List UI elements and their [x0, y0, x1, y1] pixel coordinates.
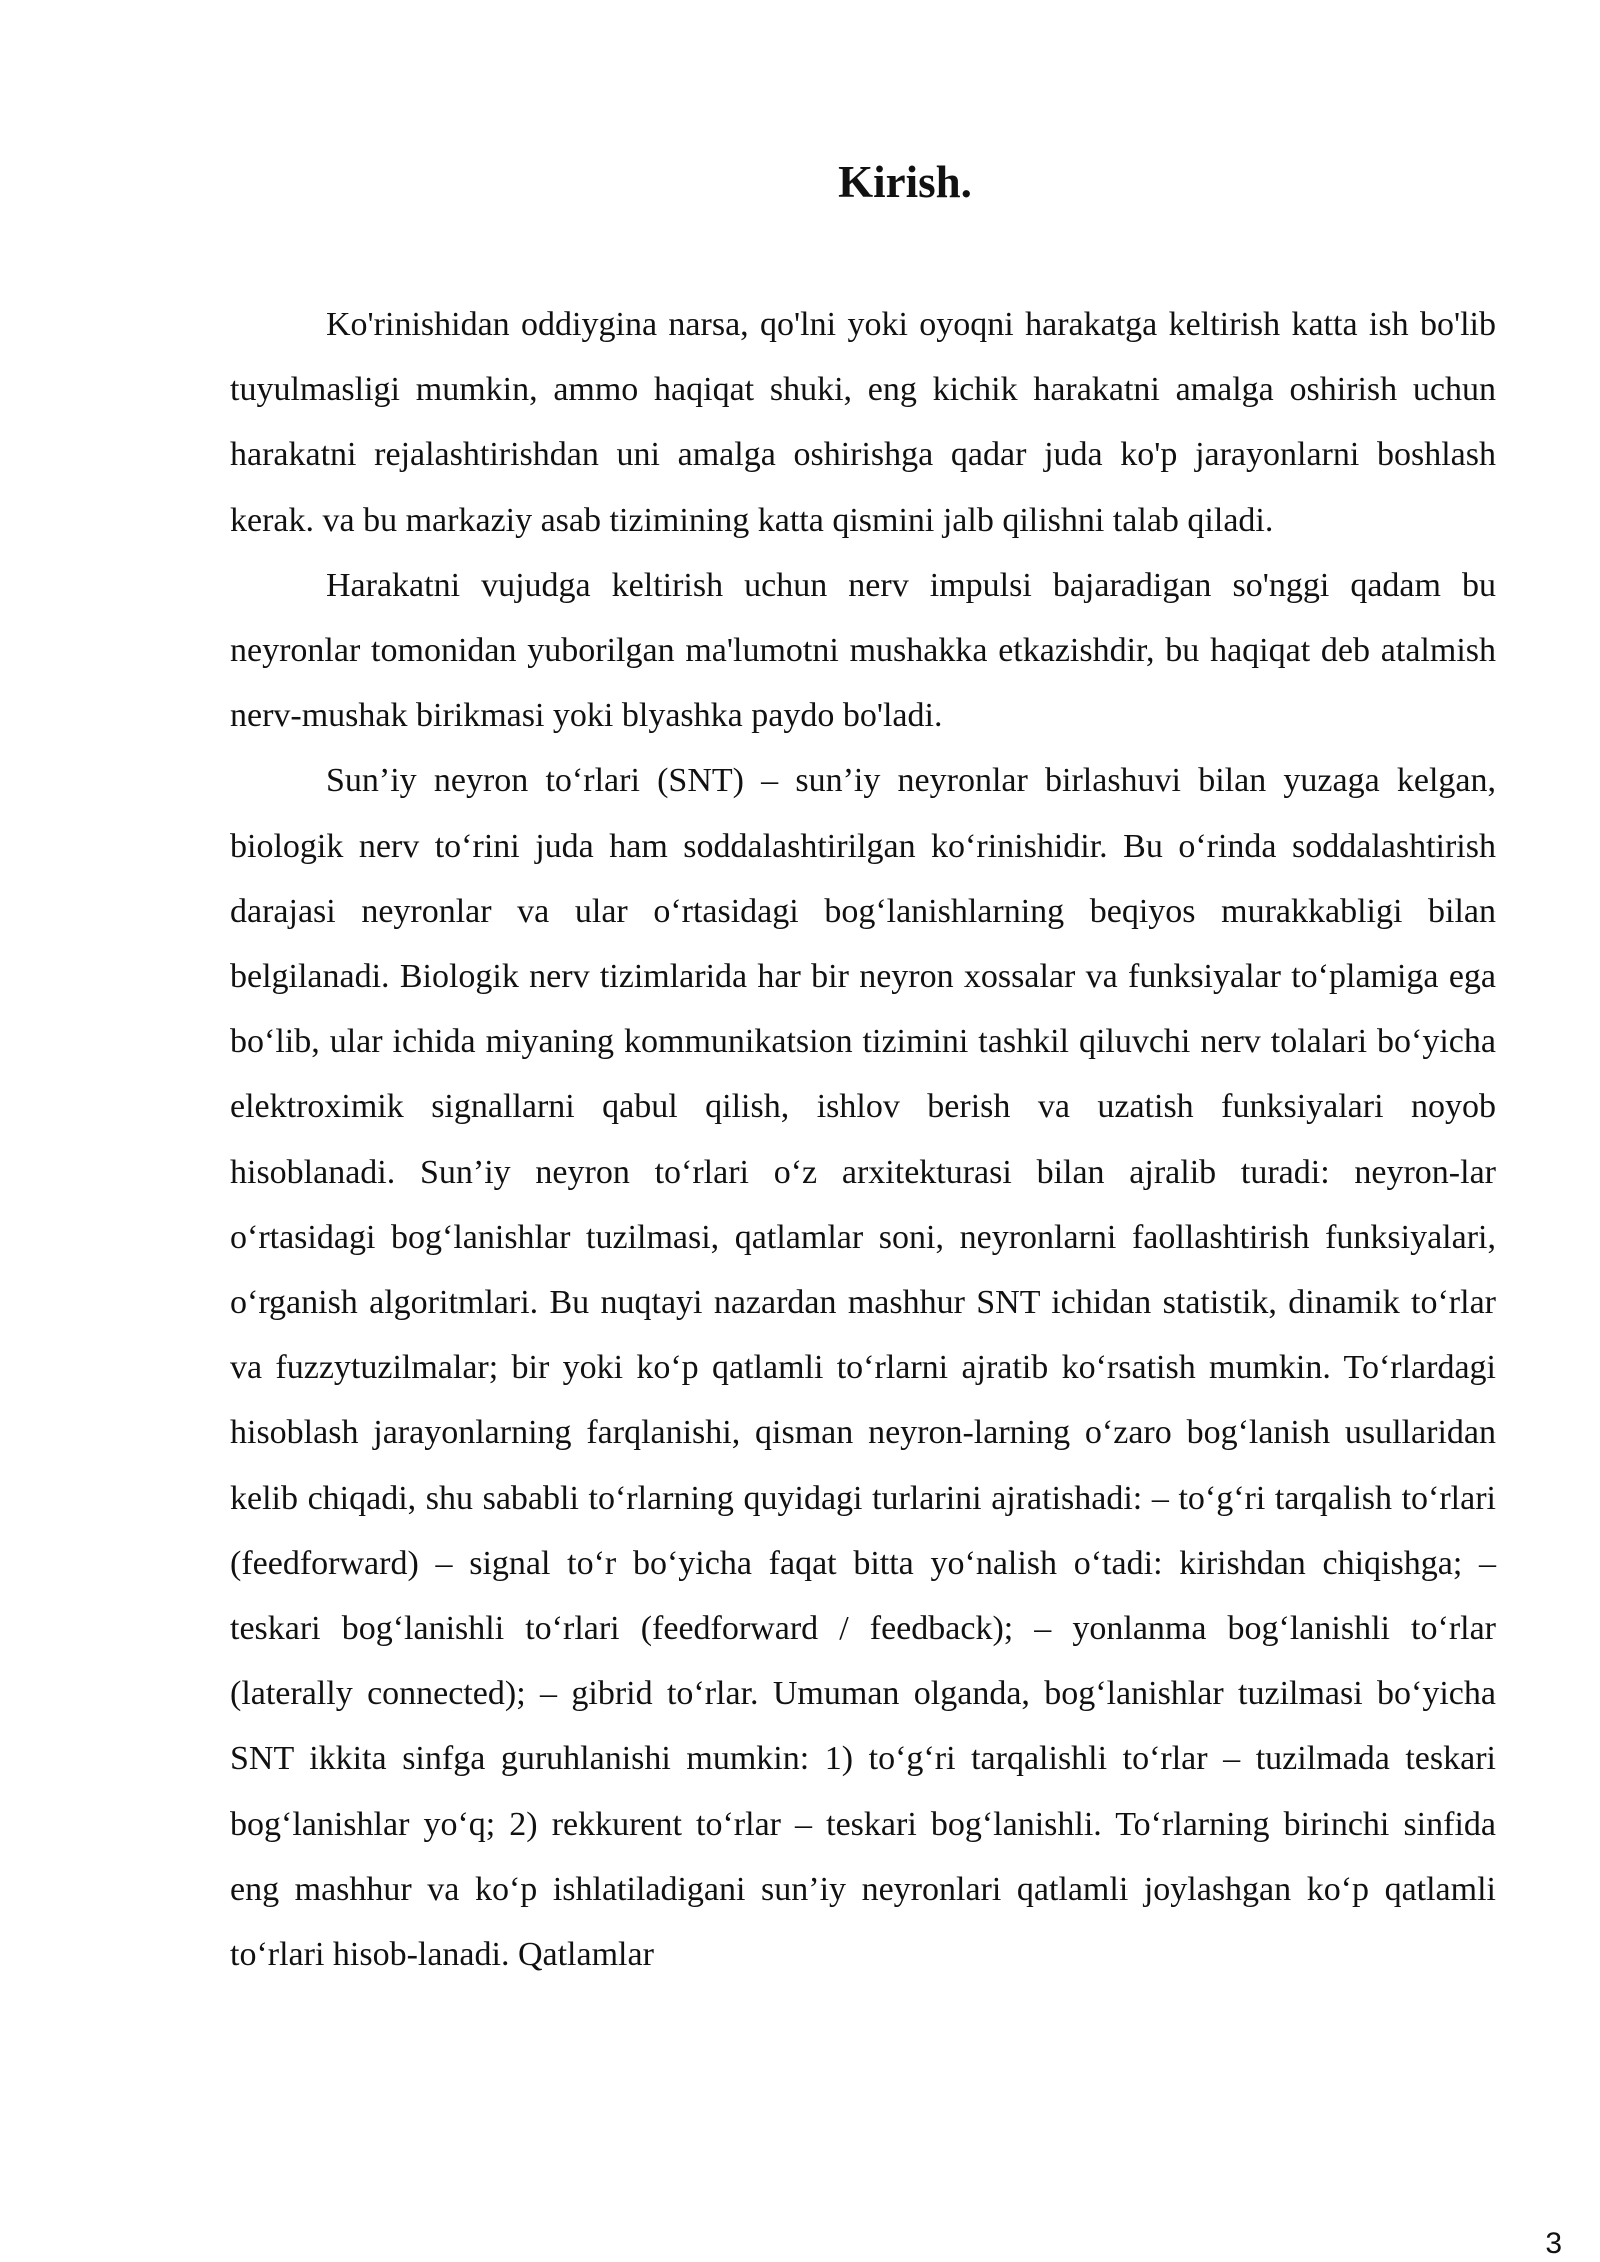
paragraph-2: Harakatni vujudga keltirish uchun nerv impulsi bajaradigan so'nggi qadam bu neyronlar tomonidan yuborilgan ma'lumotni mushakka etkazishdir, bu haqiqat deb atalmish nerv-mushak birikmasi yoki blyashka paydo bo'ladi. [230, 566, 1496, 735]
page-number: 3 [1545, 2227, 1562, 2260]
paragraph-3: Sun’iy neyron to‘rlari (SNT) – sun’iy neyronlar birlashuvi bilan yuzaga kelgan, biologik nerv to‘rini juda ham soddalashtirilgan ko‘rinishidir. Bu o‘rinda soddalashtirish darajasi neyronlar va ular o‘rtasidagi bog‘lanishlarning beqiyos murakkabligi bilan belgilanadi. Biologik nerv tizimlarida har bir neyron xossalar va funksiyalar to‘plamiga ega bo‘lib, ular ichida miyaning kommunikatsion tizimini tashkil qiluvchi nerv tolalari bo‘yicha elektroximik signallarni qabul qilish, ishlov berish va uzatish funksiyalari noyob hisoblanadi. Sun’iy neyron to‘rlari o‘z arxitekturasi bilan ajralib turadi: neyron-lar o‘rtasidagi bog‘lanishlar tuzilmasi, qatlamlar soni, neyronlarni faollashtirish funksiyalari, o‘rganish algoritmlari. Bu nuqtayi nazardan mashhur SNT ichidan statistik, dinamik to‘rlar va fuzzytuzilmalar; bir yoki ko‘p qatlamli to‘rlarni ajratib ko‘rsatish mumkin. To‘rlardagi hisoblash jarayonlarning farqlanishi, qisman neyron-larning o‘zaro bog‘lanish usullaridan kelib chiqadi, shu sababli to‘rlarning quyidagi turlarini ajratishadi: – to‘g‘ri tarqalish to‘rlari (feedforward) – signal to‘r bo‘yicha faqat bitta yo‘nalish o‘tadi: kirishdan chiqishga; – teskari bog‘lanishli to‘rlari (feedforward / feedback); – yonlanma bog‘lanishli to‘rlar (laterally connected); – gibrid to‘rlar. Umuman olganda, bog‘lanishlar tuzilmasi bo‘yicha SNT ikkita sinfga guruhlanishi mumkin: 1) to‘g‘ri tarqalishli to‘rlar – tuzilmada teskari bog‘lanishlar yo‘q; 2) rekkurent to‘rlar – teskari bog‘lanishli. To‘rlarning birinchi sinfida eng mashhur va ko‘p ishlatiladigani sun’iy neyronlari qatlamli joylashgan ko‘p qatlamli to‘rlari hisob-lanadi. Qatlamlar [230, 762, 1496, 1974]
document-body [230, 292, 1496, 1987]
paragraph-1: Ko'rinishidan oddiygina narsa, qo'lni yoki oyoqni harakatga keltirish katta ish bo'lib tuyulmasligi mumkin, ammo haqiqat shuki, eng kichik harakatni amalga oshirish uchun harakatni rejalashtirishdan uni amalga oshirishga qadar juda ko'p jarayonlarni boshlash kerak. va bu markaziy asab tizimining katta qismini jalb qilishni talab qiladi. [230, 306, 1496, 539]
page-title: Kirish. [838, 157, 972, 207]
